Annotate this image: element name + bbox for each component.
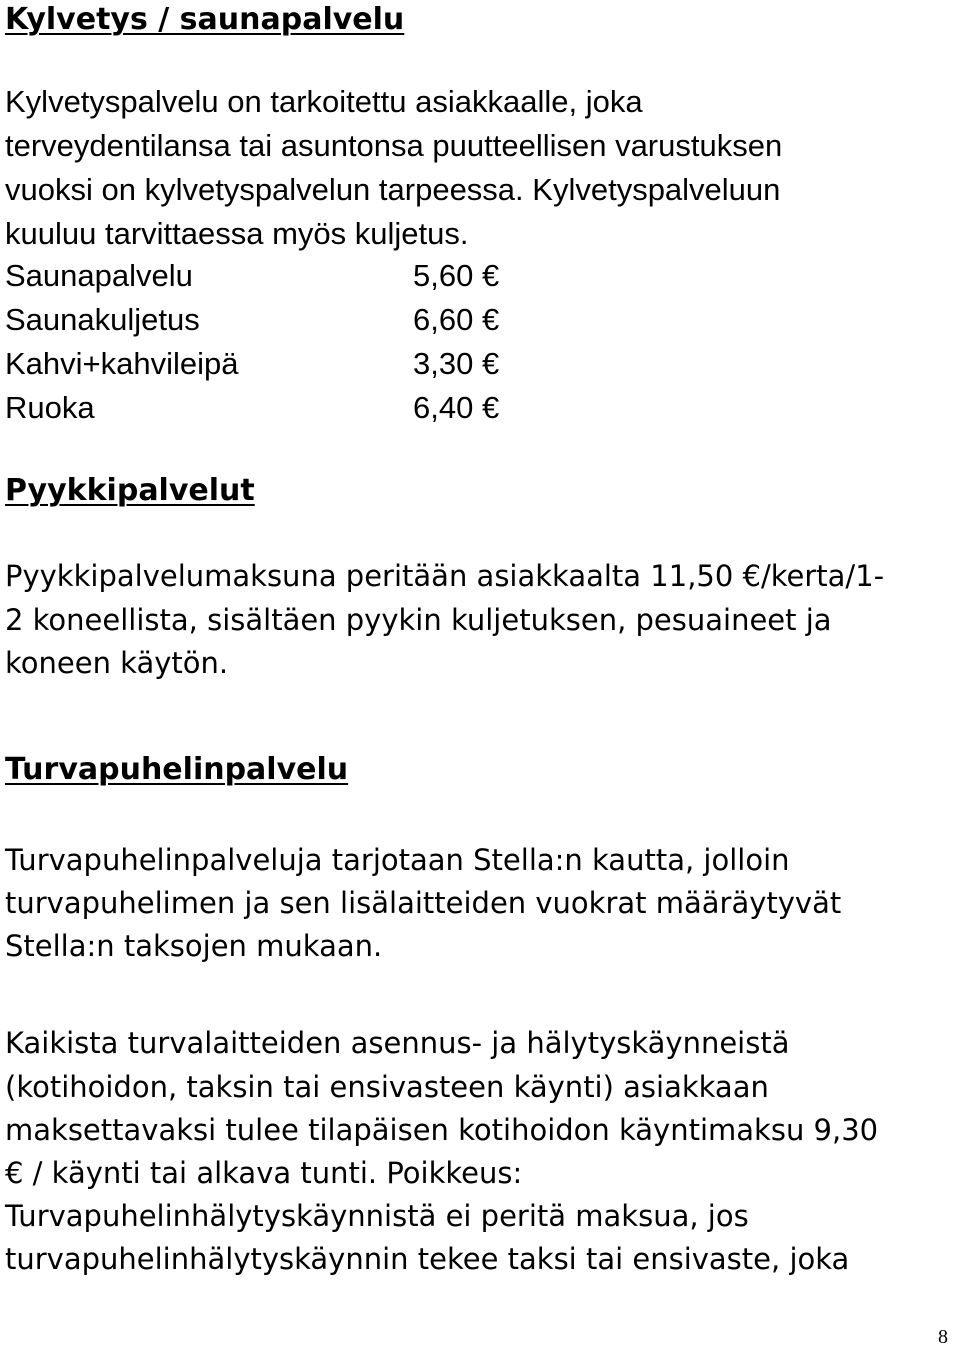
turva-p2-line-2: (kotihoidon, taksin tai ensivasteen käynti) asiakkaan: [5, 1070, 769, 1104]
turva-p2-line-4: € / käynti tai alkava tunti. Poikkeus:: [5, 1156, 523, 1190]
turva-p2-line-5: Turvapuhelinhälytyskäynnistä ei peritä maksua, jos: [5, 1199, 749, 1233]
price-label: Ruoka: [5, 390, 95, 425]
price-amount: 6,40 €: [413, 390, 500, 425]
price-row: [5, 256, 565, 296]
turva-p2-line-1: Kaikista turvalaitteiden asennus- ja hälytyskäynneistä: [5, 1026, 790, 1060]
kylvetys-line-1: Kylvetyspalvelu on tarkoitettu asiakkaalle, joka: [5, 84, 643, 119]
turva-p1-line-2: turvapuhelimen ja sen lisälaitteiden vuokrat määräytyvät: [5, 886, 842, 920]
price-label: Kahvi+kahvileipä: [5, 346, 239, 381]
price-amount: 3,30 €: [413, 346, 500, 381]
heading-pyykkipalvelut: Pyykkipalvelut: [5, 473, 255, 508]
pyykki-line-3: koneen käytön.: [5, 646, 229, 680]
price-amount: 5,60 €: [413, 258, 500, 293]
price-amount: 6,60 €: [413, 302, 500, 337]
price-label: Saunapalvelu: [5, 258, 193, 293]
price-row: [5, 388, 565, 428]
pyykki-line-2: 2 koneellista, sisältäen pyykin kuljetuksen, pesuaineet ja: [5, 603, 832, 637]
page-number: 8: [938, 1326, 948, 1348]
turva-p2-line-6: turvapuhelinhälytyskäynnin tekee taksi tai ensivaste, joka: [5, 1242, 850, 1276]
price-label: Saunakuljetus: [5, 302, 200, 337]
heading-kylvetys: Kylvetys / saunapalvelu: [5, 2, 405, 37]
kylvetys-line-3: vuoksi on kylvetyspalvelun tarpeessa. Kylvetyspalveluun: [5, 172, 781, 207]
kylvetys-line-4: kuuluu tarvittaessa myös kuljetus.: [5, 216, 469, 251]
pyykki-line-1: Pyykkipalvelumaksuna peritään asiakkaalta 11,50 €/kerta/1-: [5, 559, 885, 593]
heading-turvapuhelinpalvelu: Turvapuhelinpalvelu: [5, 752, 349, 787]
turva-p1-line-3: Stella:n taksojen mukaan.: [5, 929, 383, 963]
turva-p1-line-1: Turvapuhelinpalveluja tarjotaan Stella:n kautta, jolloin: [5, 843, 790, 877]
price-row: [5, 300, 565, 340]
kylvetys-line-2: terveydentilansa tai asuntonsa puutteellisen varustuksen: [5, 128, 783, 163]
price-row: [5, 344, 565, 384]
turva-p2-line-3: maksettavaksi tulee tilapäisen kotihoidon käyntimaksu 9,30: [5, 1113, 879, 1147]
